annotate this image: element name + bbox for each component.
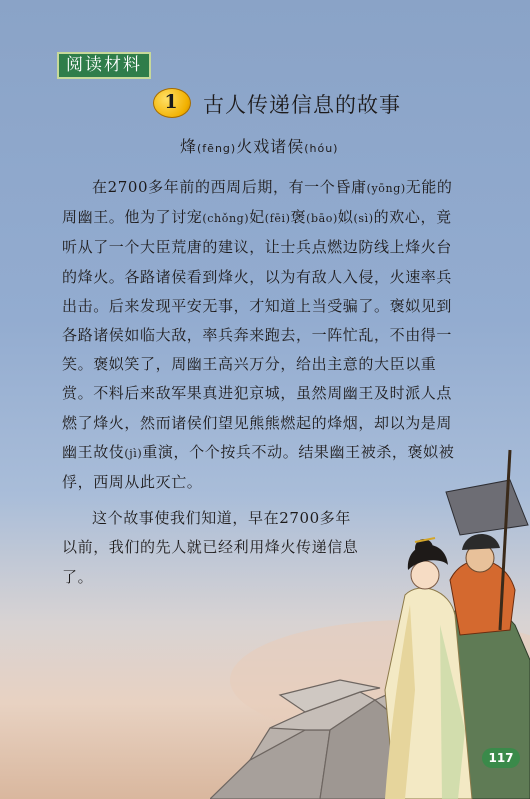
p1-text-7: 重演，个个按兵不动。结果幽王被杀，褒姒被俘，西周从此灭亡。 [62,442,455,492]
story-title [180,134,390,157]
p1-pinyin-5: (sì) [353,212,374,226]
chapter-title: 古人传递信息的故事 [203,93,401,117]
p1-pinyin-2: (chǒng) [202,212,250,226]
story-title-word1: 烽 [180,137,198,156]
paragraph-2: 这个故事使我们知道，早在2700多年以前，我们的先人就已经利用烽火传递信息了。 [62,509,359,586]
p1-pinyin-1: (yōng) [366,182,406,195]
chapter-number-badge [153,88,191,118]
story-title-pinyin2: (hóu) [304,142,339,155]
p1-pinyin-4: (bāo) [306,212,338,226]
p1-pinyin-3: (fēi) [264,212,291,226]
p1-pinyin-6: (jì) [124,446,143,460]
story-title-pinyin1: (fēng) [197,142,237,155]
p1-text-3: 妃 [249,208,265,227]
p1-text-4: 褒 [290,208,307,227]
story-title-word2: 火戏诸侯 [236,137,305,156]
section-tag: 阅读材料 [57,52,151,79]
p1-text-1: 在2700多年前的西周后期，有一个昏庸 [92,178,367,196]
p1-text-6: 的欢心，竟听从了一个大臣荒唐的建议，让士兵点燃边防线上烽火台的烽火。各路诸侯看到烽火，以为有敌人入侵，火速率兵出击。后来发现平安无事，才知道上当受骗了。褒姒见到各路诸侯如临大敌，率兵奔来跑去，一阵忙乱，不由得一笑。褒姒笑了，周幽王高兴万分，给出主意的大臣以重赏。不料后来敌军果真进犯京城，虽然周幽王及时派人点燃了烽火，然而诸侯们望见熊熊燃起的烽烟，却以为是周幽王故伎 [62,208,453,461]
chapter-number: 1 [164,91,178,113]
p1-text-2: 无能的周幽王。他为了讨宠 [62,178,453,227]
p1-text-5: 姒 [337,208,354,227]
illustration-watchtower-scene [210,430,530,799]
page-number: 117 [482,748,520,768]
